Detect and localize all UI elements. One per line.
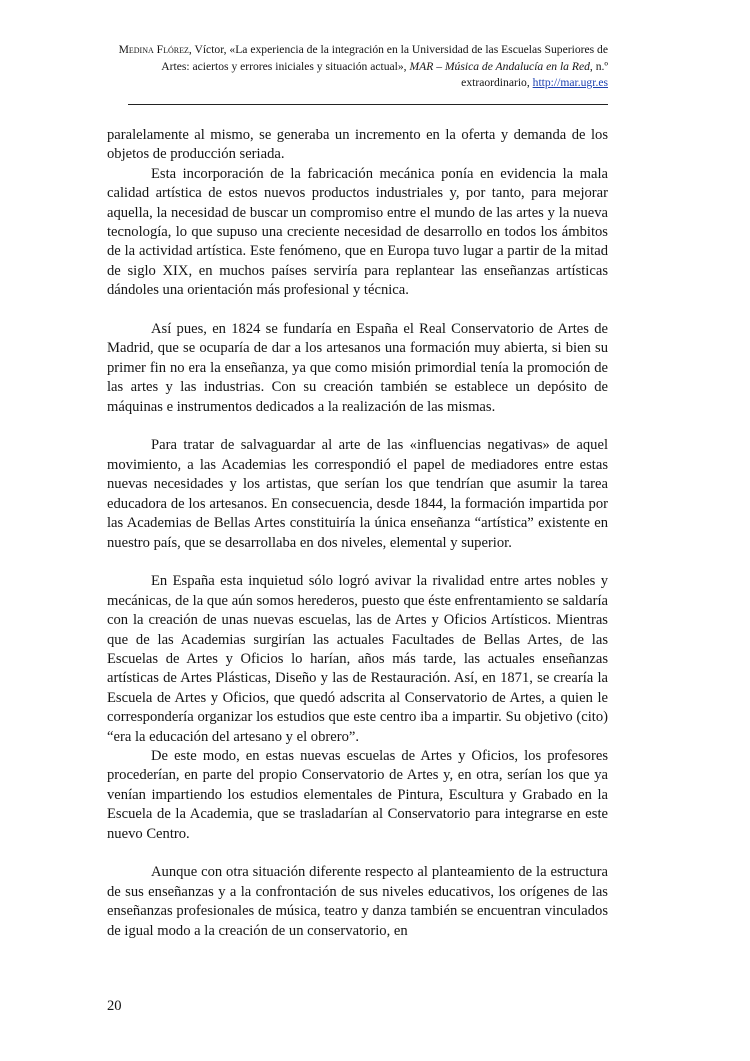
header-rule [128, 104, 608, 105]
header-author: Medina Flórez [118, 43, 189, 56]
header-citation: , Víctor, «La experiencia de la integración en la Universidad de las Escuelas Superiores de Artes: aciertos y errores iniciales y situación actual», [161, 43, 608, 73]
body-text [107, 126, 608, 941]
header-journal: MAR – Música de Andalucía en la Red [409, 59, 590, 73]
page-number: 20 [107, 998, 122, 1014]
paragraph: Para tratar de salvaguardar al arte de las «influencias negativas» de aquel movimiento, a las Academias les correspondió el papel de mediadores entre estas nuevas necesidades y los artistas, que serían los que tendrían que asumir la tarea educadora de los artesanos. En consecuencia, desde 1844, la formación impartida por las Academias de Bellas Artes constituiría la única enseñanza “artística” existente en nuestro país, que se desarrollaba en dos niveles, elemental y superior. [107, 437, 608, 551]
header-issue: , n.º extraordinario, [461, 59, 608, 89]
paragraph: Así pues, en 1824 se fundaría en España el Real Conservatorio de Artes de Madrid, que se ocuparía de dar a los artesanos una formación muy abierta, si bien su primer fin no era la enseñanza, ya que como misión primordial tenía la promoción de las artes y las industrias. Con su creación también se establece un depósito de máquinas e instrumentos dedicados a la realización de las mismas. [107, 321, 608, 415]
paragraph: De este modo, en estas nuevas escuelas de Artes y Oficios, los profesores procederían, en parte del propio Conservatorio de Artes y, en otra, serían los que ya venían impartiendo los estudios elementales de Pintura, Escultura y Grabado en la Escuela de la Academia, que se trasladarían al Conservatorio para integrarse en este nuevo Centro. [107, 747, 608, 842]
paragraph: paralelamente al mismo, se generaba un incremento en la oferta y demanda de los objetos de producción seriada. [107, 127, 608, 163]
paragraph: En España esta inquietud sólo logró avivar la rivalidad entre artes nobles y mecánicas, de la que aún somos herederos, puesto que éste enfrentamiento se saldaría con la creación de unas nuevas escuelas, las de Artes y Oficios Artísticos. Mientras que de las Academias surgirían las actuales Facultades de Bellas Artes, de las Escuelas de Artes y Oficios lo harían, años más tarde, las actuales enseñanzas artísticas de Artes Plásticas, Diseño y las de Restauración. Así, en 1871, se crearía la Escuela de Artes y Oficios, que quedó adscrita al Conservatorio de Artes, a quien le correspondería organizar los estudios que este centro iba a impartir. Su objetivo (cito) “era la educación del artesano y el obrero”. [107, 573, 608, 745]
header-url-link[interactable]: http://mar.ugr.es [532, 76, 608, 89]
running-header [110, 42, 608, 92]
paragraph: Esta incorporación de la fabricación mecánica ponía en evidencia la mala calidad artística de estos nuevos productos industriales y, por tanto, para mejorar aquella, la necesidad de buscar un compromiso entre el mundo de las artes y la nueva tecnología, lo que supuso una creciente necesidad de desarrollo en todos los ámbitos de la actividad artística. Este fenómeno, que en Europa tuvo lugar a partir de la mitad de siglo XIX, en muchos países serviría para replantear las enseñanzas artísticas dándoles una orientación más profesional y técnica. [107, 165, 608, 299]
paragraph: Aunque con otra situación diferente respecto al planteamiento de la estructura de sus enseñanzas y a la confrontación de sus niveles educativos, los orígenes de las enseñanzas profesionales de música, teatro y danza también se encuentran vinculados de igual modo a la creación de un conservatorio, en [107, 864, 608, 939]
